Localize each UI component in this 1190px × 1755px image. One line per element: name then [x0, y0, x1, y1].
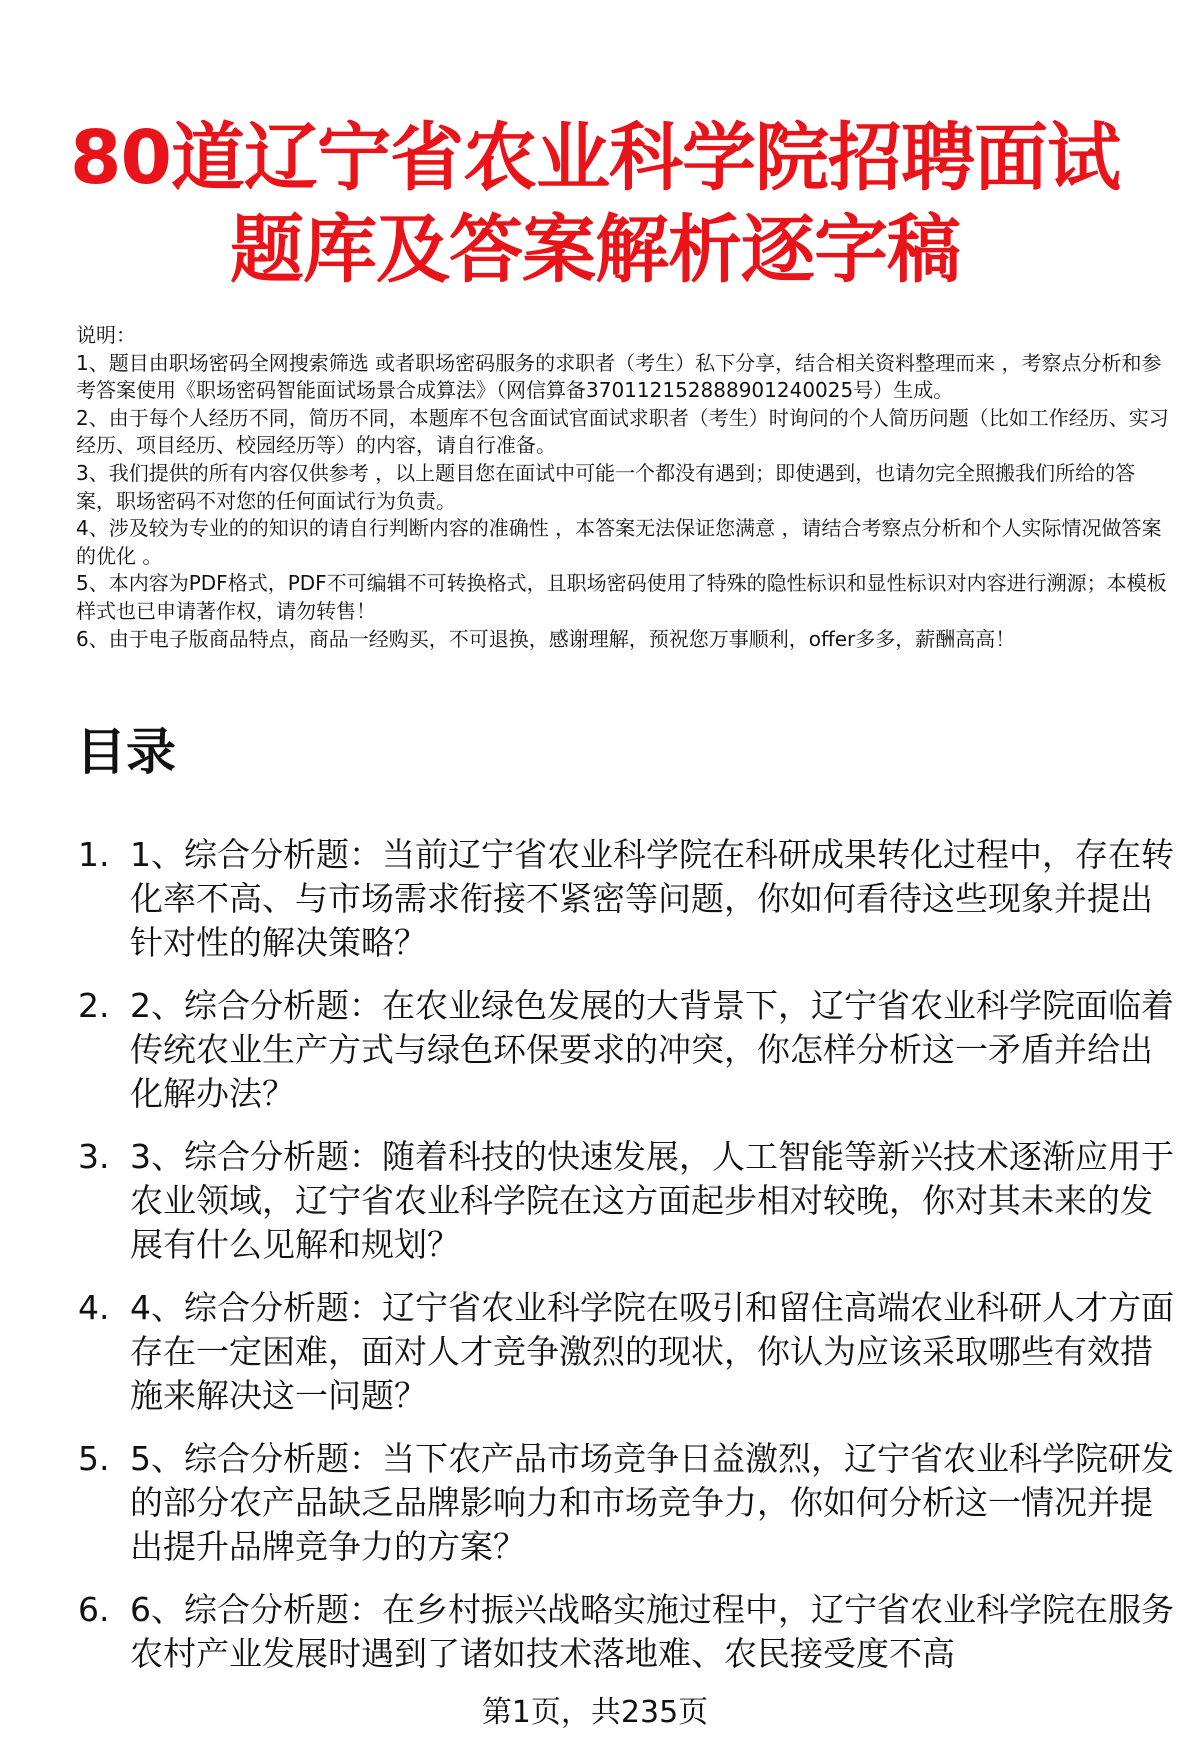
toc-item[interactable] — [76, 833, 1176, 965]
toc-item-text: 3、综合分析题：随着科技的快速发展，人工智能等新兴技术逐渐应用于农业领域，辽宁省农业科学院在这方面起步相对较晚，你对其未来的发展有什么见解和规划？ — [130, 1137, 1174, 1264]
toc-item-number: 3. — [78, 1137, 110, 1176]
toc-item[interactable] — [76, 984, 1176, 1116]
toc-item-text: 1、综合分析题：当前辽宁省农业科学院在科研成果转化过程中，存在转化率不高、与市场需求衔接不紧密等问题，你如何看待这些现象并提出针对性的解决策略？ — [130, 835, 1174, 962]
toc-item-number: 2. — [78, 986, 110, 1025]
toc-heading: 目录 — [76, 723, 176, 781]
toc-item[interactable] — [76, 1286, 1176, 1418]
notes-section — [76, 322, 1170, 653]
toc-item-number: 4. — [78, 1288, 110, 1327]
toc-item-text: 2、综合分析题：在农业绿色发展的大背景下，辽宁省农业科学院面临着传统农业生产方式与绿色环保要求的冲突，你怎样分析这一矛盾并给出化解办法？ — [130, 986, 1174, 1113]
notes-heading: 说明： — [76, 323, 136, 347]
toc-item-number: 1. — [78, 835, 110, 874]
note-item-1: 1、题目由职场密码全网搜索筛选 或者职场密码服务的求职者（考生）私下分享，结合相关资料整理而来 ，考察点分析和参考答案使用《职场密码智能面试场景合成算法》（网信算备370112152888901240025号）生成。 — [76, 350, 1162, 403]
table-of-contents — [76, 833, 1176, 1695]
toc-item-number: 6. — [78, 1590, 110, 1629]
note-item-5: 5、本内容为PDF格式，PDF不可编辑不可转换格式，且职场密码使用了特殊的隐性标识和显性标识对内容进行溯源；本模板样式也已申请著作权，请勿转售！ — [76, 571, 1167, 623]
toc-item[interactable] — [76, 1588, 1176, 1676]
note-item-4: 4、涉及较为专业的的知识的请自行判断内容的准确性 ，本答案无法保证您满意 ，请结合考察点分析和个人实际情况做答案的优化 。 — [76, 516, 1162, 568]
toc-item-text: 4、综合分析题：辽宁省农业科学院在吸引和留住高端农业科研人才方面存在一定困难，面对人才竞争激烈的现状，你认为应该采取哪些有效措施来解决这一问题？ — [130, 1288, 1174, 1415]
toc-item-text: 5、综合分析题：当下农产品市场竞争日益激烈，辽宁省农业科学院研发的部分农产品缺乏品牌影响力和市场竞争力，你如何分析这一情况并提出提升品牌竞争力的方案？ — [130, 1439, 1174, 1566]
note-item-6: 6、由于电子版商品特点，商品一经购买，不可退换，感谢理解，预祝您万事顺利，offer多多，薪酬高高！ — [76, 626, 1016, 651]
toc-item-text: 6、综合分析题：在乡村振兴战略实施过程中，辽宁省农业科学院在服务农村产业发展时遇到了诸如技术落地难、农民接受度不高 — [130, 1590, 1174, 1673]
toc-item[interactable] — [76, 1135, 1176, 1267]
note-item-3: 3、我们提供的所有内容仅供参考 ，以上题目您在面试中可能一个都没有遇到；即使遇到，也请勿完全照搬我们所给的答案，职场密码不对您的任何面试行为负责。 — [76, 460, 1136, 513]
page-footer: 第1页，共235页 — [481, 1695, 709, 1730]
document-title: 80道辽宁省农业科学院招聘面试题库及答案解析逐字稿 — [70, 115, 1120, 293]
toc-item-number: 5. — [78, 1439, 110, 1478]
toc-item[interactable] — [76, 1437, 1176, 1569]
note-item-2: 2、由于每个人经历不同，简历不同，本题库不包含面试官面试求职者（考生）时询问的个人简历问题（比如工作经历、实习经历、项目经历、校园经历等）的内容，请自行准备。 — [76, 405, 1169, 458]
